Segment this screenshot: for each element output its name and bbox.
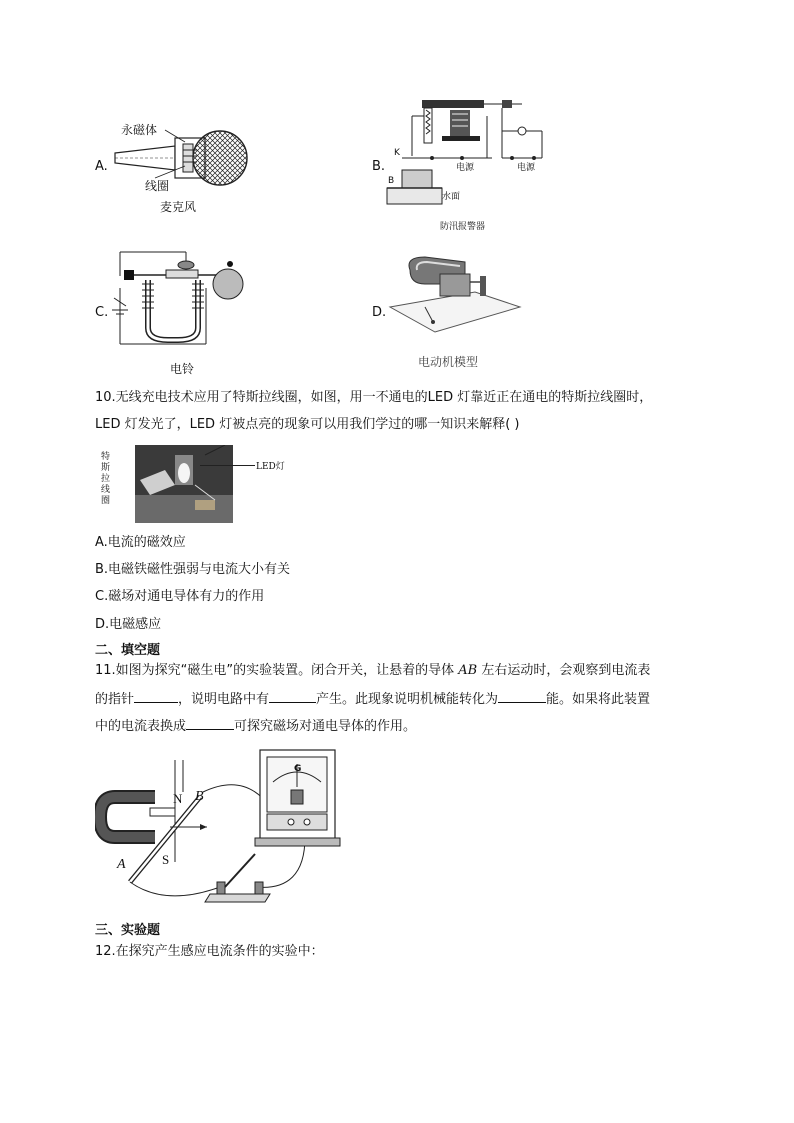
conductor-a-label: A (117, 857, 126, 872)
q11-line3 (95, 717, 416, 736)
q11-blank-3[interactable] (498, 690, 546, 703)
q12-text: 12.在探究产生感应电流条件的实验中： (95, 944, 324, 959)
section3-title: 三、实验题 (95, 923, 161, 938)
microphone-magnet-label: 永磁体 (121, 123, 158, 137)
q11-line3-part2: 可探究磁场对通电导体的作用。 (234, 719, 417, 734)
galvanometer-g-label: G (294, 764, 302, 774)
microphone-coil-label: 线圈 (145, 179, 170, 193)
option-d-letter: D. (372, 305, 387, 320)
alarm-b-label: B (388, 176, 395, 186)
q10-choice-d: D.电磁感应 (95, 617, 162, 632)
q11-blank-2[interactable] (269, 690, 316, 703)
bell-caption: 电铃 (170, 362, 195, 376)
option-a-letter: A. (95, 159, 108, 174)
option-b-letter: B. (372, 159, 386, 174)
q11-line2 (95, 690, 650, 709)
tesla-coil-photo (135, 445, 233, 523)
q11-ab-label: AB (458, 663, 478, 678)
alarm-water-label: 水面 (442, 192, 461, 202)
induction-experiment-figure (95, 742, 345, 912)
motor-caption: 电动机模型 (418, 355, 479, 369)
q11-blank-1[interactable] (134, 690, 178, 703)
q11-line3-part1: 中的电流表换成 (95, 719, 187, 734)
q11-blank-4[interactable] (186, 717, 234, 730)
q11-line1-part1: 11.如图为探究“磁生电”的实验装置。闭合开关，让悬着的导体 (95, 663, 459, 678)
led-label: LED灯 (256, 462, 285, 472)
q11-line2-part3: 产生。此现象说明机械能转化为 (316, 692, 499, 707)
electric-bell-figure (108, 248, 248, 353)
option-c-letter: C. (95, 305, 109, 320)
q10-line1: 10.无线充电技术应用了特斯拉线圈，如图，用一不通电的LED 灯靠近正在通电的特斯拉线圈时， (95, 390, 653, 405)
q10-line2: LED 灯发光了，LED 灯被点亮的现象可以用我们学过的哪一知识来解释( ) (95, 417, 520, 432)
tesla-coil-label: 特斯拉线圈 (101, 452, 111, 506)
microphone-caption: 麦克风 (160, 200, 197, 214)
q10-choice-b: B.电磁铁磁性强弱与电流大小有关 (95, 562, 291, 577)
led-pointer-line (200, 465, 255, 466)
magnet-n-label: N (173, 791, 183, 806)
alarm-k-label: K (394, 148, 400, 158)
q11-line2-part1: 的指针 (95, 692, 135, 707)
q11-line2-part2: ，说明电路中有 (178, 692, 270, 707)
alarm-power2-label: 电源 (517, 163, 536, 173)
q10-choice-a: A.电流的磁效应 (95, 535, 186, 550)
q10-choice-c: C.磁场对通电导体有力的作用 (95, 589, 265, 604)
conductor-b-label: B (195, 789, 204, 804)
section2-title: 二、填空题 (95, 643, 161, 658)
alarm-caption: 防汛报警器 (440, 222, 486, 232)
q11-line1-part2: 左右运动时，会观察到电流表 (477, 663, 651, 678)
magnet-s-label: S (162, 852, 170, 867)
q11-line1 (95, 662, 650, 680)
alarm-power1-label: 电源 (456, 163, 475, 173)
q11-line2-part4: 能。如果将此装置 (546, 692, 651, 707)
flood-alarm-figure (382, 96, 557, 211)
motor-model-figure (385, 252, 525, 342)
